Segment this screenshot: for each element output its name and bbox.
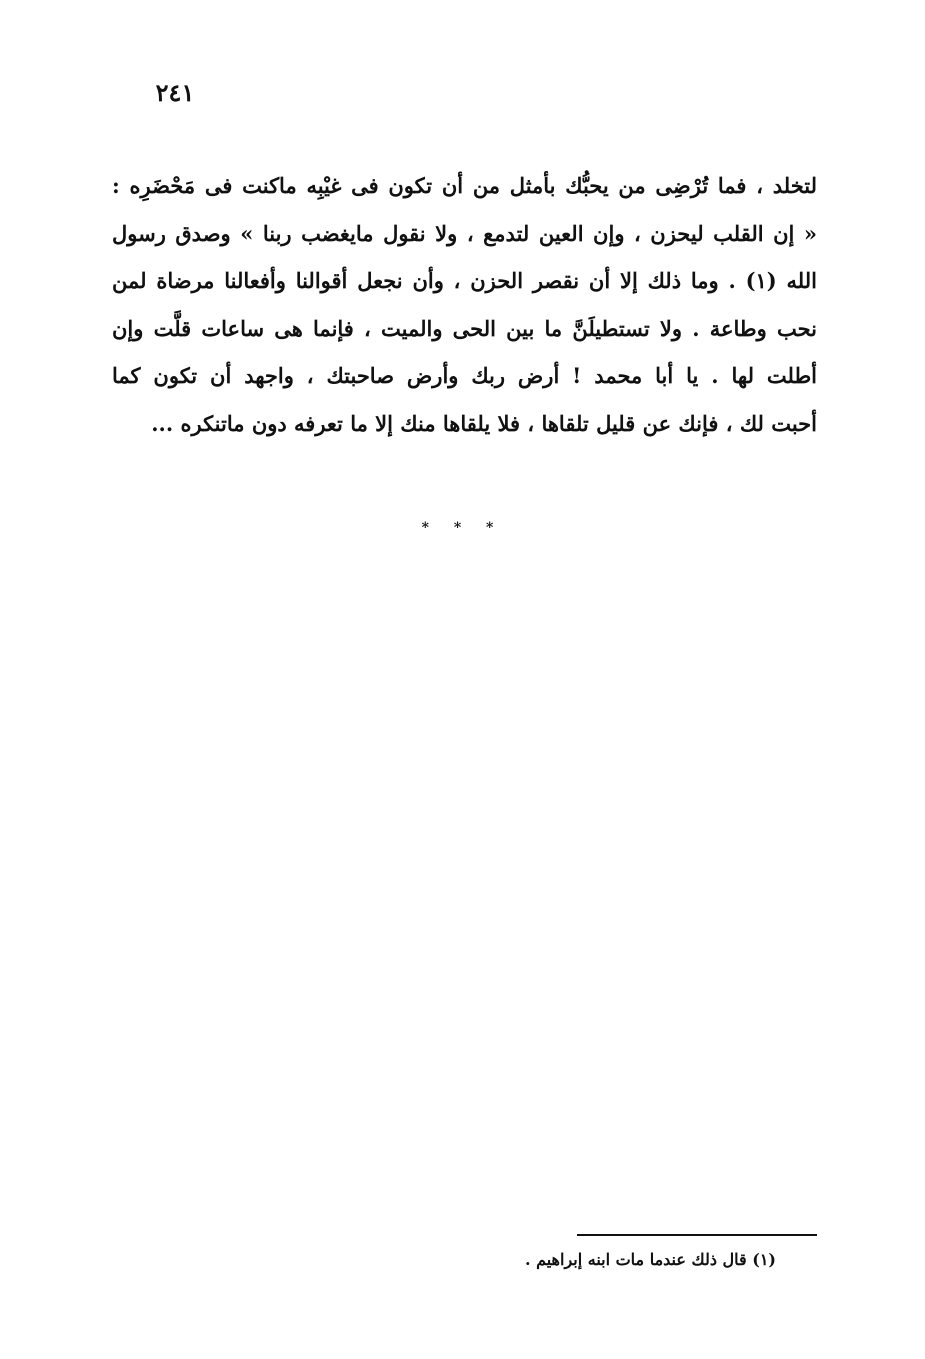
body-line: أطلت لها . يا أبا محمد ! أرض ربك وأرض صاحبتك ، واجهد أن تكون كما [112, 363, 817, 388]
body-line: لتخلد ، فما تُرْضِى من يحبُّك بأمثل من أن تكون فى غيْبِه ماكنت فى مَحْضَرِه : [112, 173, 817, 198]
body-line: نحب وطاعة . ولا تستطيلَنَّ ما بين الحى والميت ، فإنما هى ساعات قلَّت وإن [112, 315, 817, 341]
body-line: أحبت لك ، فإنك عن قليل تلقاها ، فلا يلقاها منك إلا ما تعرفه دون ماتنكره ... [151, 410, 817, 436]
page-number: ٢٤١ [155, 78, 195, 107]
footnote-divider [577, 1234, 817, 1236]
body-line: الله (١) . وما ذلك إلا أن نقصر الحزن ، وأن نجعل أقوالنا وأفعالنا مرضاة لمن [112, 268, 817, 293]
section-separator: * * * [421, 520, 504, 536]
footnote: (١) قال ذلك عندما مات ابنه إبراهيم . [524, 1250, 776, 1269]
body-line: « إن القلب ليحزن ، وإن العين لتدمع ، ولا نقول مايغضب ربنا » وصدق رسول [112, 220, 817, 246]
body-paragraph [112, 162, 817, 447]
